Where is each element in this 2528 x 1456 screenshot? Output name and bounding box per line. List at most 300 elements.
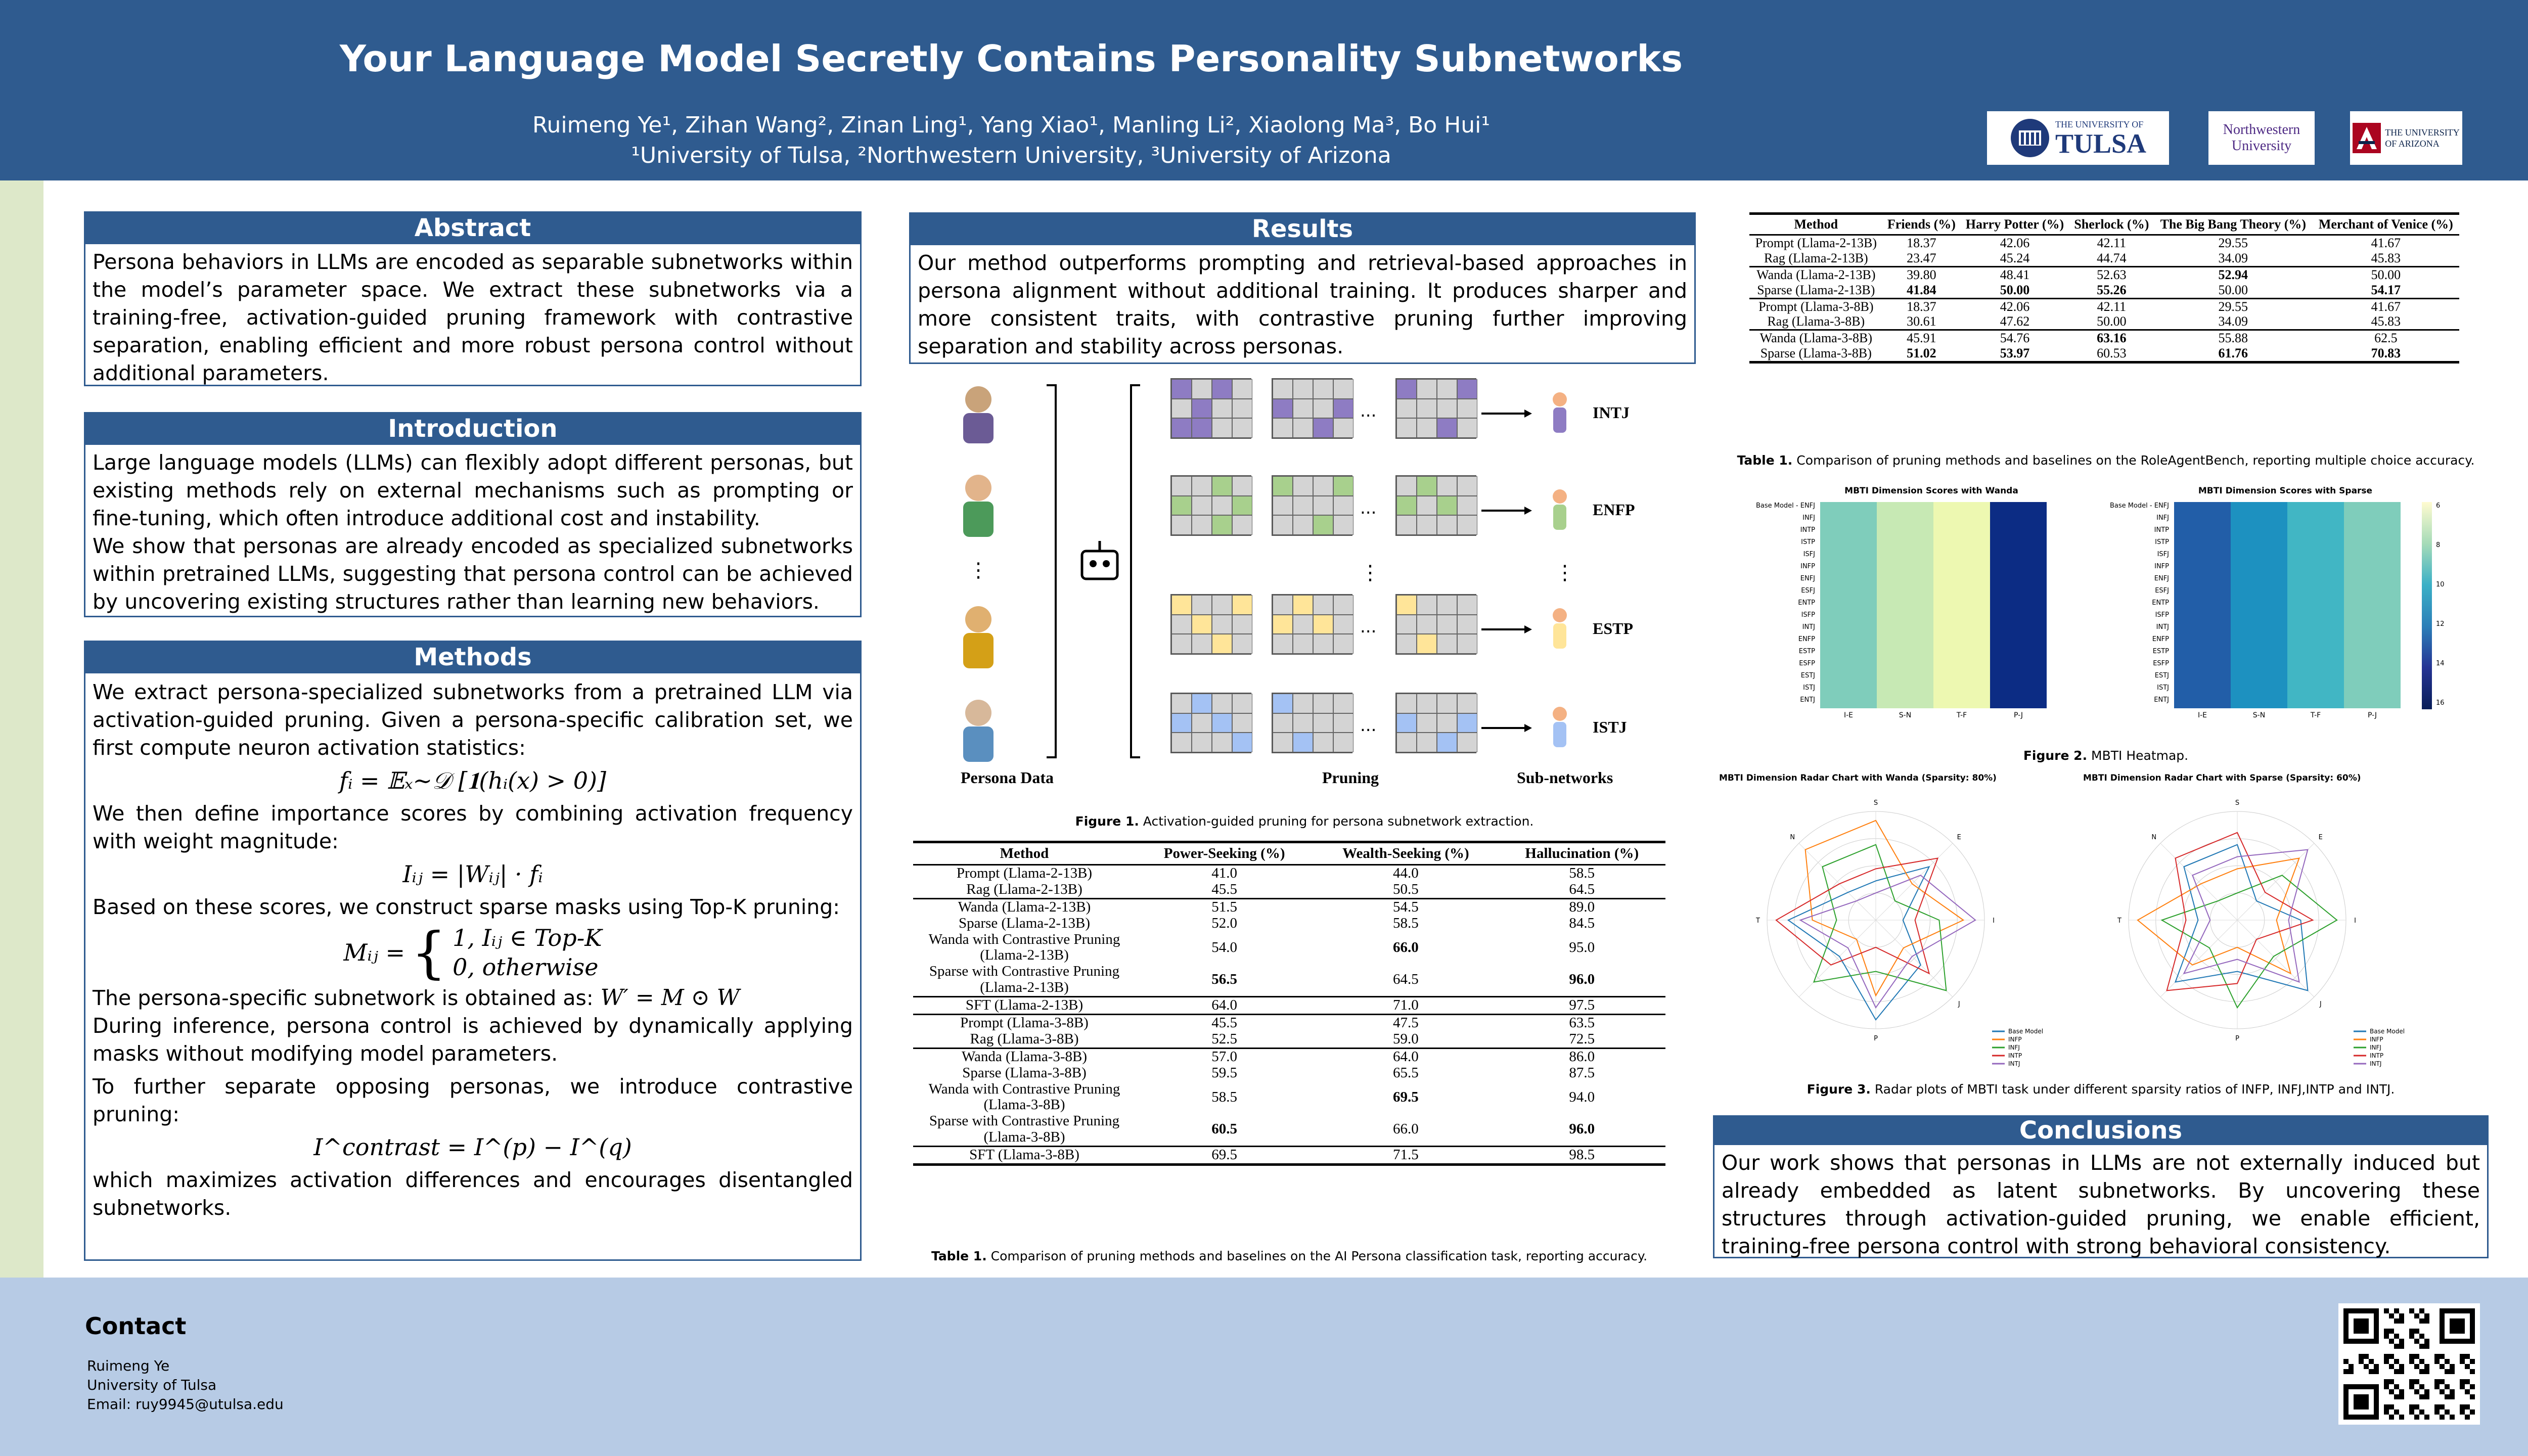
radar-axis-label: P [2235,1035,2239,1042]
heatmap-cell [2344,502,2401,514]
table-cell: Sparse with Contrastive Pruning (Llama-3-8B) [929,1113,1120,1146]
heatmap-col-label: S-N [2252,711,2266,719]
affiliations: ¹University of Tulsa, ²Northwestern University, ³University of Arizona [631,143,1391,168]
heatmap-cell [1933,526,1990,538]
heatmap-row-label: INTP [2154,526,2169,534]
radar-series-infp [2138,858,2299,974]
heatmap-cell [2231,551,2287,563]
weight-grid [1170,594,1251,655]
bracket-left [1047,384,1057,758]
colorbar-tick: 6 [2436,502,2441,510]
heatmap-cell [2231,696,2287,708]
heatmap-cell [1933,660,1990,672]
equation-subnetwork: W′ = M ⊙ W [600,985,740,1011]
heatmap-cell [1990,635,2047,648]
table-cell: 52.0 [1211,915,1237,931]
table-cell: 41.67 [2371,236,2401,250]
table-cell: 71.0 [1313,997,1498,1015]
table-cell: 41.84 [1907,282,1936,297]
table-row [1749,330,2459,346]
heatmap-cell [1990,648,2047,660]
table-cell: 89.0 [1499,898,1665,915]
persona-figure-icon [1542,388,1577,441]
equation-contrastive: I^contrast = I^(p) − I^(q) [313,1133,632,1161]
radar-series-infp [1805,821,1964,995]
heatmap-cell [2287,672,2344,684]
table-cell: 96.0 [1569,971,1595,988]
table-cell: 64.0 [1136,997,1313,1015]
radar-axis-label: N [1790,834,1795,842]
methods-paragraph-4: The persona-specific subnetwork is obtained as: [93,986,594,1010]
radar-series-intp [1776,858,1938,974]
heatmap-cell [1820,635,1877,648]
table-cell: 52.5 [1211,1030,1237,1047]
table-cell: 64.5 [1569,881,1595,897]
table-header: Wealth-Seeking (%) [1313,842,1498,865]
heatmap-cell [2231,660,2287,672]
bracket-right [1130,384,1140,758]
table-cell: 53.97 [1960,346,2069,362]
table1-caption [913,1249,1665,1263]
abstract-section [84,211,862,386]
heatmap-row-label: ENFP [2152,635,2169,643]
figure1-caption-label: Figure 1. [1075,814,1139,829]
persona-figure-icon [1542,485,1577,538]
heatmap-cell [2231,538,2287,551]
table-cell: 42.11 [2097,236,2127,250]
heatmap-cell [1933,538,1990,551]
contact-email[interactable]: Email: ruy9945@utulsa.edu [87,1396,284,1413]
heatmap-cell [2344,635,2401,648]
persona-avatar-2 [956,470,1001,543]
table-cell: 62.5 [2313,330,2459,346]
heatmap-cell [1820,563,1877,575]
heatmap-cell [1933,623,1990,635]
figure3-caption [1719,1082,2482,1097]
heatmap-cell [1990,502,2047,514]
methods-paragraph-7: which maximizes activation differences and encourages disentangled subnetworks. [93,1168,853,1220]
contact-org: University of Tulsa [87,1377,217,1393]
tulsa-logo-word: TULSA [2055,128,2147,159]
heatmap-cell [2174,696,2231,708]
heatmap-row-label: ISTP [2155,538,2169,546]
figure2-caption-text: MBTI Heatmap. [2087,748,2189,763]
heatmap-cell [2344,672,2401,684]
table-cell: 64.5 [1393,971,1419,988]
heatmap-cell [2174,538,2231,551]
ellipsis: ... [1360,498,1377,518]
heatmap-row-label: ENTP [1798,599,1815,607]
heatmap-cell [1877,563,1933,575]
table-cell: 50.00 [2218,282,2248,297]
methods-heading: Methods [85,642,860,673]
results-heading: Results [911,214,1694,245]
table-row [913,932,1665,964]
heatmap-cell [2344,684,2401,696]
radar-axis-label: J [1958,1000,1960,1008]
table-cell: 44.0 [1393,865,1419,881]
heatmap-cell [1877,635,1933,648]
heatmap-row-label: INFJ [1802,514,1815,522]
radar-axis-label: S [1873,799,1878,807]
radar-chart-wanda [1719,786,2083,1084]
radar-axis-label: P [1874,1035,1878,1042]
heatmap-col-label: S-N [1899,711,1912,719]
table-row [1749,314,2459,330]
table-cell: 55.26 [2097,282,2127,297]
radar-axis-label: I [1993,917,1995,925]
table-cell: 65.5 [1393,1064,1419,1081]
legend-label: INTJ [2008,1060,2020,1067]
heatmap-cell [2344,611,2401,623]
heatmap-cell [1877,611,1933,623]
table-cell: Sparse (Llama-2-13B) [958,915,1091,931]
figure-2-heatmaps [1729,483,2482,766]
radar-axis-label: E [1957,834,1961,842]
heatmap-cell [2287,635,2344,648]
table-row [913,882,1665,898]
table-cell: Prompt (Llama-3-8B) [913,1015,1136,1031]
heatmap-cell [1933,599,1990,611]
heatmap-cell [2231,563,2287,575]
table-cell: Rag (Llama-3-8B) [970,1030,1079,1047]
methods-section [84,641,862,1261]
heatmap-cell [1990,587,2047,599]
legend-label: INFP [2008,1036,2022,1043]
table1-caption-text: Comparison of pruning methods and baselines on the AI Persona classification task, reporting accuracy. [986,1249,1648,1263]
heatmap-row-label: ESFJ [1801,587,1815,595]
radar-spoke [1876,843,1953,920]
heatmap-row-label: ISTP [1801,538,1815,546]
introduction-heading: Introduction [85,414,860,445]
heatmap-cell [2344,575,2401,587]
table-cell: 60.5 [1211,1121,1237,1138]
weight-grid [1395,693,1476,753]
heatmap-row-label: ENFJ [1800,575,1815,582]
heatmap-cell [1990,563,2047,575]
table-cell: 64.0 [1313,1048,1498,1065]
table-cell: 97.5 [1499,997,1665,1015]
contact-heading: Contact [85,1312,187,1340]
heatmap-cell [1990,538,2047,551]
northwestern-logo [2208,111,2315,165]
heatmap-cell [1820,611,1877,623]
arrow-right-icon [1481,624,1532,636]
mbti-type-label: ENFP [1593,500,1635,519]
heatmap-row-label: ESFP [2153,660,2169,667]
radar-axis-label: E [2318,834,2323,842]
figure3-caption-text: Radar plots of MBTI task under different sparsity ratios of INFP, INFJ,INTP and INTJ. [1870,1082,2395,1097]
table-cell: 57.0 [1136,1048,1313,1065]
weight-grid [1395,378,1476,439]
heatmap-cell [1933,635,1990,648]
table-cell: Rag (Llama-2-13B) [966,881,1082,897]
weight-grid [1272,693,1352,753]
heatmap-cell [2344,696,2401,708]
heatmap-colorbar [2422,502,2432,709]
arizona-logo-line2: OF ARIZONA [2385,139,2440,149]
heatmap-cell [2344,623,2401,635]
equation-mask [93,920,853,985]
mbti-type-label: ISTJ [1593,718,1627,736]
heatmap-cell [1877,514,1933,526]
table-row [913,1031,1665,1048]
author-list: Ruimeng Ye¹, Zihan Wang², Zinan Ling¹, Yang Xiao¹, Manling Li², Xiaolong Ma³, Bo Hui¹ [532,112,1491,138]
table-cell: 29.55 [2154,298,2313,314]
table-cell: Wanda with Contrastive Pruning (Llama-3-8B) [928,1080,1120,1113]
table-cell: Wanda (Llama-2-13B) [1749,266,1883,282]
heatmap-cell [2287,551,2344,563]
table-cell: Prompt (Llama-2-13B) [956,865,1093,881]
heatmap-col-label: I-E [1843,711,1854,719]
table-cell: 58.5 [1211,1088,1237,1105]
heatmap-cell [1820,672,1877,684]
weight-grid [1272,594,1352,655]
figure1-caption [915,814,1694,829]
heatmap-cell [2344,538,2401,551]
heatmap-cell [1820,551,1877,563]
table-row [913,898,1665,915]
abstract-heading: Abstract [85,213,860,244]
ellipsis: ... [1360,401,1377,421]
table-row [1749,283,2459,298]
table-row [913,1147,1665,1165]
weight-grid [1272,475,1352,536]
table-cell: 56.5 [1211,971,1237,988]
colorbar-tick: 16 [2436,699,2445,707]
heatmap-cell [2174,575,2231,587]
heatmap-cell [2174,526,2231,538]
equation-mask-case-2: 0, otherwise [453,953,599,981]
introduction-paragraph-2: We show that personas are already encoded as specialized subnetworks within pretrained LLMs, suggesting that persona control can be achieved by uncovering existing structures rather than learning new behaviors. [93,534,853,614]
heatmap-cell [2231,672,2287,684]
heatmap-cell [1877,526,1933,538]
legend-label: INTP [2008,1052,2022,1059]
heatmap-col-label: I-E [2197,711,2207,719]
heatmap-cell [2344,514,2401,526]
heatmap-cell [2231,648,2287,660]
introduction-section [84,412,862,617]
table-cell: 72.5 [1569,1030,1595,1047]
table-cell: Wanda (Llama-2-13B) [913,898,1136,915]
table-cell: Wanda (Llama-3-8B) [1749,330,1883,346]
radar-series-intj [1800,875,1975,1008]
heatmap-cell [2231,587,2287,599]
table-2-roleagentbench [1749,212,2459,363]
heatmap-col-label: T-F [2310,711,2321,719]
heatmap-cell [1990,599,2047,611]
heatmap-cell [2174,551,2231,563]
heatmap-cell [2287,538,2344,551]
heatmap-cell [2174,684,2231,696]
table-cell: 45.24 [2000,250,2030,265]
heatmap-cell [2174,623,2231,635]
radar-spoke [2160,843,2237,920]
heatmap-cell [2174,599,2231,611]
heatmap-cell [1877,538,1933,551]
table-cell: 58.5 [1569,865,1595,881]
table-cell: 95.0 [1569,939,1595,956]
heatmap-cell [2287,599,2344,611]
radar-series-base-model [2176,845,2308,991]
heatmap-row-label: INTJ [1802,623,1815,631]
table-cell: 42.11 [2069,298,2154,314]
table-row [1749,251,2459,266]
colorbar-tick: 10 [2436,581,2445,588]
heatmap-cell [2231,599,2287,611]
table-header: The Big Bang Theory (%) [2154,214,2313,235]
equation-activation-frequency: fᵢ = 𝔼ₓ∼𝒟 [𝟏(hᵢ(x) > 0)] [339,767,606,794]
table-cell: 54.0 [1211,939,1237,956]
table-cell: 30.61 [1907,314,1936,329]
table-cell: 50.00 [2313,266,2459,282]
methods-paragraph-3: Based on these scores, we construct sparse masks using Top-K pruning: [93,895,840,919]
table-cell: 66.0 [1393,939,1419,956]
heatmap-cell [2287,623,2344,635]
table-row [1749,235,2459,251]
weight-grid [1395,594,1476,655]
conclusions-section [1713,1115,2489,1258]
vdots: ⋮ [1555,561,1575,584]
heatmap-cell [1820,696,1877,708]
table-cell: 18.37 [1907,236,1936,250]
table-header: Harry Potter (%) [1960,214,2069,235]
weight-grid [1395,475,1476,536]
radar-chart-sparse [2081,786,2445,1084]
heatmap-cell [1933,611,1990,623]
table-cell: Sparse with Contrastive Pruning (Llama-2-13B) [929,963,1120,996]
figure1-label-pruning: Pruning [1322,768,1379,787]
table-cell: 54.17 [2371,282,2401,297]
table-cell: 63.16 [2069,330,2154,346]
heatmap-cell [1990,514,2047,526]
results-section [909,212,1696,364]
heatmap-cell [2174,660,2231,672]
table-cell: 94.0 [1569,1088,1595,1105]
qr-code-icon[interactable] [2338,1303,2480,1425]
figure-1 [915,369,1694,829]
colorbar-tick: 12 [2436,620,2445,628]
heatmap-row-label: INTJ [2156,623,2169,631]
heatmap-cell [2231,514,2287,526]
heatmap-cell [1877,684,1933,696]
heatmap-row-label: ISFP [2155,611,2169,619]
heatmap-row-label: ESFJ [2155,587,2169,595]
weight-grid [1272,378,1352,439]
table-cell: 48.41 [1960,266,2069,282]
figure2-caption [1729,748,2482,763]
table-cell: 29.55 [2218,236,2248,250]
heatmap-cell [1820,538,1877,551]
weight-grid [1170,693,1251,753]
heatmap-row-label: ESTP [1798,648,1815,655]
heatmap-cell [1933,575,1990,587]
figure1-label-persona: Persona Data [961,768,1054,787]
radar-spoke [1799,920,1876,997]
heatmap-cell [2344,587,2401,599]
table-cell: 52.94 [2154,266,2313,282]
persona-figure-icon [1542,703,1577,755]
equation-mask-lhs: Mᵢⱼ = [343,938,405,966]
heatmap-cell [1933,696,1990,708]
heatmap-cell [1933,563,1990,575]
table-header: Power-Seeking (%) [1136,842,1313,865]
arizona-logo [2350,111,2462,165]
radar-axis-label: T [2117,917,2121,925]
heatmap-row-label: ENTJ [1800,696,1815,704]
table-row [913,865,1665,882]
heatmap-row-label: ESTJ [1800,672,1815,679]
table-row [913,1015,1665,1031]
radar-axis-label: N [2151,834,2157,842]
heatmap-row-label: Base Model - ENFJ [1755,502,1815,510]
heatmap-row-label: ISFJ [2157,551,2169,558]
table-cell: 51.5 [1136,898,1313,915]
radar-spoke [2237,843,2314,920]
northwestern-logo-line2: University [2231,138,2292,154]
heatmap-row-label: INFP [2154,563,2169,570]
table-cell: 39.80 [1883,266,1961,282]
table-cell: 96.0 [1569,1121,1595,1138]
arrow-right-icon [1481,506,1532,518]
table-cell: 55.88 [2154,330,2313,346]
legend-label: INTP [2370,1052,2384,1059]
table-cell: Rag (Llama-2-13B) [1764,250,1868,265]
heatmap-row-label: INFP [1800,563,1815,570]
table-cell: 45.5 [1211,881,1237,897]
heatmap-cell [2174,635,2231,648]
heatmap-row-label: ENFP [1798,635,1815,643]
table-cell: 63.5 [1499,1015,1665,1031]
table-cell: Wanda (Llama-3-8B) [913,1048,1136,1065]
table-cell: 69.5 [1136,1147,1313,1165]
heatmap-cell [2344,599,2401,611]
heatmap-cell [2174,563,2231,575]
table-cell: 61.76 [2154,346,2313,362]
heatmap-row-label: ESTP [2152,648,2169,655]
table-cell: 70.83 [2313,346,2459,362]
heatmap-cell [2231,575,2287,587]
heatmap-row-label: ENFJ [2154,575,2169,582]
radar-series-infj [1814,845,1947,991]
heatmap-cell [1990,611,2047,623]
table-row [913,997,1665,1015]
heatmap-cell [1877,599,1933,611]
table-row [1749,346,2459,362]
heatmap-row-label: ISTJ [2157,684,2169,692]
contact-name: Ruimeng Ye [87,1357,170,1374]
heatmap-cell [1990,684,2047,696]
table-cell: 50.5 [1393,881,1419,897]
robot-icon [1077,536,1122,588]
heatmap-cell [2231,502,2287,514]
heatmap-cell [1877,672,1933,684]
heatmap-cell [2174,611,2231,623]
heatmap-cell [2344,660,2401,672]
weight-grid [1170,378,1251,439]
table-row [1749,266,2459,282]
table-cell: 44.74 [2097,250,2127,265]
heatmap-cell [2174,502,2231,514]
conclusions-text: Our work shows that personas in LLMs are not externally induced but already embedded as latent subnetworks. By uncovering these structures through activation-guided pruning, we enable efficient, training-free persona control with strong behavioral consistency. [1722,1151,2480,1258]
radar-spoke [2237,920,2314,997]
heatmap-cell [1933,684,1990,696]
radar-axis-label: J [2319,1000,2322,1008]
heatmap-cell [2287,684,2344,696]
heatmap-row-label: ISFJ [1803,551,1815,558]
radar-spoke [1799,843,1876,920]
heatmap-cell [2231,526,2287,538]
